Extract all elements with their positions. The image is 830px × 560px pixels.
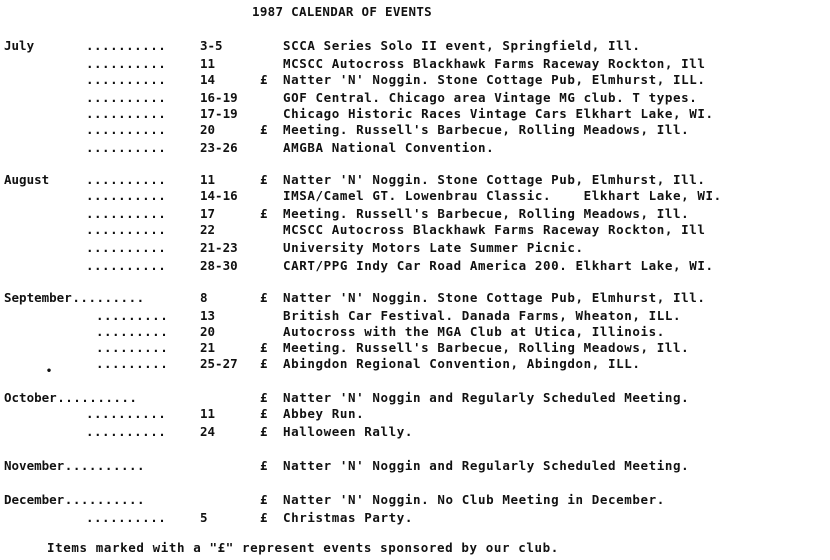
- event-description: CART/PPG Indy Car Road America 200. Elkhart Lake, WI.: [283, 258, 714, 273]
- club-sponsored-mark: £: [260, 492, 268, 507]
- dot-leader: .........: [96, 308, 169, 323]
- event-date: 20: [200, 324, 216, 339]
- event-date: 8: [200, 290, 208, 305]
- event-date: 23-26: [200, 140, 238, 155]
- month-label: December: [4, 492, 65, 507]
- dot-leader: .........: [72, 290, 145, 305]
- dot-leader: .........: [96, 356, 169, 371]
- club-sponsored-mark: £: [260, 340, 268, 355]
- dot-leader: ..........: [86, 140, 167, 155]
- event-description: Autocross with the MGA Club at Utica, Illinois.: [283, 324, 665, 339]
- club-sponsored-mark: £: [260, 206, 268, 221]
- event-description: Halloween Rally.: [283, 424, 414, 439]
- event-description: GOF Central. Chicago area Vintage MG club. T types.: [283, 90, 698, 105]
- event-date: 24: [200, 424, 216, 439]
- event-description: Chicago Historic Races Vintage Cars Elkhart Lake, WI.: [283, 106, 714, 121]
- dot-leader: ..........: [86, 206, 167, 221]
- event-date: 11: [200, 172, 216, 187]
- event-description: IMSA/Camel GT. Lowenbrau Classic. Elkhart Lake, WI.: [283, 188, 722, 203]
- dot-leader: .........: [96, 324, 169, 339]
- dot-leader: ..........: [86, 424, 167, 439]
- page-title: 1987 CALENDAR OF EVENTS: [252, 4, 432, 19]
- event-description: Meeting. Russell's Barbecue, Rolling Meadows, Ill.: [283, 122, 690, 137]
- event-description: Natter 'N' Noggin. Stone Cottage Pub, Elmhurst, Ill.: [283, 290, 706, 305]
- stray-mark: •: [46, 366, 53, 377]
- event-date: 22: [200, 222, 216, 237]
- dot-leader: ..........: [57, 390, 138, 405]
- event-date: 11: [200, 406, 216, 421]
- club-sponsored-mark: £: [260, 122, 268, 137]
- event-description: Natter 'N' Noggin and Regularly Scheduled Meeting.: [283, 458, 690, 473]
- event-description: Natter 'N' Noggin. Stone Cottage Pub, Elmhurst, ILL.: [283, 72, 706, 87]
- event-date: 20: [200, 122, 216, 137]
- event-date: 25-27: [200, 356, 238, 371]
- event-description: MCSCC Autocross Blackhawk Farms Raceway Rockton, Ill: [283, 222, 706, 237]
- event-description: Abingdon Regional Convention, Abingdon, ILL.: [283, 356, 641, 371]
- event-date: 17-19: [200, 106, 238, 121]
- dot-leader: ..........: [86, 72, 167, 87]
- month-label: August: [4, 172, 50, 187]
- dot-leader: ..........: [64, 492, 146, 507]
- event-date: 14: [200, 72, 216, 87]
- month-label: November: [4, 458, 65, 473]
- club-sponsored-mark: £: [260, 458, 268, 473]
- event-date: 16-19: [200, 90, 238, 105]
- club-sponsored-mark: £: [260, 290, 268, 305]
- event-description: Abbey Run.: [283, 406, 365, 421]
- club-sponsored-mark: £: [260, 510, 268, 525]
- dot-leader: ..........: [86, 222, 167, 237]
- club-sponsored-mark: £: [260, 390, 268, 405]
- event-description: University Motors Late Summer Picnic.: [283, 240, 584, 255]
- event-date: 17: [200, 206, 216, 221]
- club-sponsored-mark: £: [260, 72, 268, 87]
- event-date: 13: [200, 308, 216, 323]
- footer-note: Items marked with a "£" represent events sponsored by our club.: [47, 540, 559, 555]
- month-label: September: [4, 290, 72, 305]
- dot-leader: ..........: [86, 56, 167, 71]
- dot-leader: .........: [96, 340, 169, 355]
- dot-leader: ..........: [64, 458, 146, 473]
- event-description: Natter 'N' Noggin. No Club Meeting in December.: [283, 492, 665, 507]
- event-date: 21: [200, 340, 216, 355]
- event-description: Meeting. Russell's Barbecue, Rolling Meadows, Ill.: [283, 206, 690, 221]
- event-description: Meeting. Russell's Barbecue, Rolling Meadows, Ill.: [283, 340, 690, 355]
- club-sponsored-mark: £: [260, 356, 268, 371]
- club-sponsored-mark: £: [260, 172, 268, 187]
- dot-leader: ..........: [86, 188, 167, 203]
- event-date: 3-5: [200, 38, 223, 53]
- month-label: October: [4, 390, 57, 405]
- dot-leader: ..........: [86, 406, 167, 421]
- event-description: Natter 'N' Noggin. Stone Cottage Pub, Elmhurst, Ill.: [283, 172, 706, 187]
- event-description: Christmas Party.: [283, 510, 414, 525]
- event-description: SCCA Series Solo II event, Springfield, Ill.: [283, 38, 641, 53]
- event-description: British Car Festival. Danada Farms, Wheaton, ILL.: [283, 308, 682, 323]
- dot-leader: ..........: [86, 122, 167, 137]
- dot-leader: ..........: [86, 510, 167, 525]
- event-date: 11: [200, 56, 216, 71]
- month-label: July: [4, 38, 35, 53]
- event-date: 14-16: [200, 188, 238, 203]
- club-sponsored-mark: £: [260, 406, 268, 421]
- event-description: Natter 'N' Noggin and Regularly Scheduled Meeting.: [283, 390, 690, 405]
- dot-leader: ..........: [86, 38, 167, 53]
- dot-leader: ..........: [86, 172, 167, 187]
- dot-leader: ..........: [86, 240, 167, 255]
- dot-leader: ..........: [86, 106, 167, 121]
- club-sponsored-mark: £: [260, 424, 268, 439]
- event-date: 5: [200, 510, 208, 525]
- event-date: 21-23: [200, 240, 238, 255]
- dot-leader: ..........: [86, 90, 167, 105]
- dot-leader: ..........: [86, 258, 167, 273]
- event-description: MCSCC Autocross Blackhawk Farms Raceway Rockton, Ill: [283, 56, 706, 71]
- event-description: AMGBA National Convention.: [283, 140, 495, 155]
- event-date: 28-30: [200, 258, 238, 273]
